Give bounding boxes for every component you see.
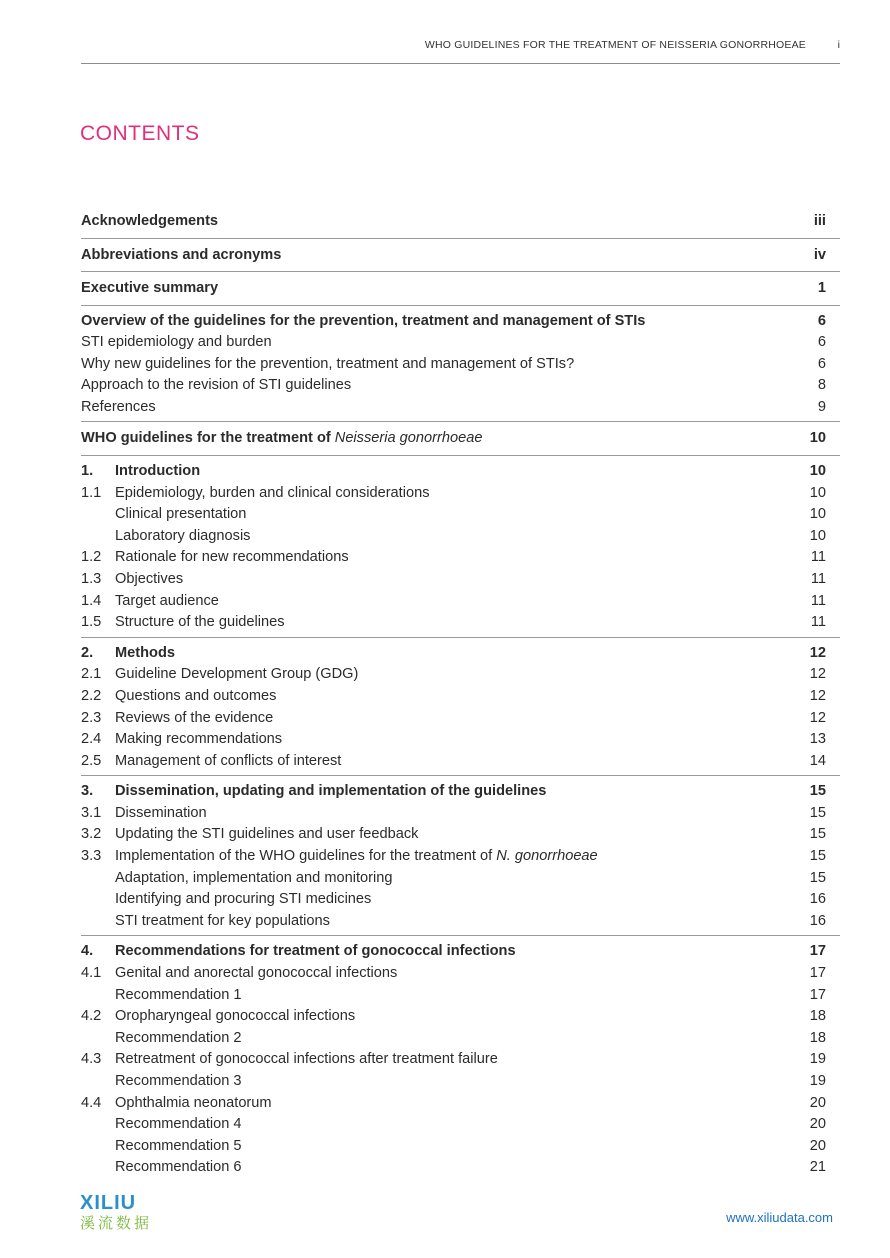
toc-entry-title-text: WHO guidelines for the treatment of bbox=[81, 430, 335, 447]
toc-entry[interactable] bbox=[81, 963, 840, 985]
toc-entry-title: Identifying and procuring STI medicines bbox=[115, 891, 372, 908]
toc-entry-title: Recommendation 1 bbox=[115, 986, 242, 1003]
toc-entry-title: Target audience bbox=[115, 592, 219, 609]
toc-entry[interactable] bbox=[81, 708, 840, 730]
toc-entry[interactable] bbox=[81, 889, 840, 911]
toc-entry-number: 4. bbox=[81, 943, 94, 960]
toc-section-1 bbox=[81, 455, 840, 637]
toc-entry-page: 20 bbox=[809, 1137, 826, 1154]
toc-entry-title: Recommendation 6 bbox=[115, 1159, 242, 1176]
toc-entry-title: References bbox=[81, 398, 156, 415]
toc-entry-page: 10 bbox=[809, 506, 826, 523]
toc-entry-title-text: Implementation of the WHO guidelines for the treatment of bbox=[115, 848, 497, 865]
toc-entry[interactable] bbox=[81, 1006, 840, 1028]
toc-entry-page: 17 bbox=[809, 943, 826, 960]
toc-entry[interactable] bbox=[81, 1071, 840, 1093]
toc-entry-number: 3.1 bbox=[81, 804, 102, 821]
footer-url-link[interactable]: www.xiliudata.com bbox=[726, 1210, 833, 1225]
toc-entry-page: 20 bbox=[809, 1116, 826, 1133]
toc-entry-number: 2.4 bbox=[81, 731, 102, 748]
toc-entry-title: STI epidemiology and burden bbox=[81, 334, 272, 351]
toc-entry-title-italic: N. gonorrhoeae bbox=[496, 848, 598, 865]
toc-section-acknowledgements bbox=[81, 205, 840, 238]
toc-entry-number: 1.4 bbox=[81, 592, 102, 609]
toc-entry-page: 12 bbox=[809, 687, 826, 704]
logo-chinese-text: 溪流数据 bbox=[80, 1215, 153, 1232]
toc-entry-title: Laboratory diagnosis bbox=[115, 527, 251, 544]
toc-entry[interactable] bbox=[81, 1157, 840, 1179]
toc-entry[interactable] bbox=[81, 1179, 840, 1201]
toc-entry-title: Methods bbox=[115, 644, 175, 661]
toc-entry-page: 18 bbox=[809, 1029, 826, 1046]
toc-entry-page: 11 bbox=[810, 570, 826, 587]
toc-entry[interactable] bbox=[81, 941, 840, 963]
toc-entry-number: 1.3 bbox=[81, 570, 102, 587]
toc-entry-number: 3.3 bbox=[81, 848, 102, 865]
toc-entry[interactable] bbox=[81, 569, 840, 591]
toc-entry[interactable] bbox=[81, 803, 840, 825]
toc-entry-page: 12 bbox=[809, 644, 826, 661]
toc-entry-page: 8 bbox=[817, 377, 826, 394]
toc-entry-number: 2.3 bbox=[81, 709, 102, 726]
toc-entry-number: 4.2 bbox=[81, 1008, 102, 1025]
toc-entry-title: Oropharyngeal gonococcal infections bbox=[115, 1008, 356, 1025]
toc-section-3 bbox=[81, 775, 840, 935]
toc-entry-title: Ophthalmia neonatorum bbox=[115, 1094, 272, 1111]
toc-entry-title: Making recommendations bbox=[115, 731, 283, 748]
toc-entry[interactable] bbox=[81, 547, 840, 569]
toc-entry[interactable] bbox=[81, 664, 840, 686]
toc-entry-title: Executive summary bbox=[81, 280, 219, 296]
toc-entry-page: 10 bbox=[809, 527, 826, 544]
toc-entry-title: Questions and outcomes bbox=[115, 687, 277, 704]
toc-entry-number: 2.1 bbox=[81, 666, 102, 683]
running-header bbox=[81, 39, 840, 64]
toc-entry[interactable] bbox=[81, 504, 840, 526]
toc-entry[interactable] bbox=[81, 461, 840, 483]
toc-entry-page: 19 bbox=[809, 1073, 826, 1089]
toc-entry[interactable] bbox=[81, 846, 840, 868]
toc-entry-page: 19 bbox=[809, 1051, 826, 1068]
toc-entry-number: 3.2 bbox=[81, 826, 102, 843]
watermark-logo bbox=[80, 1192, 162, 1232]
toc-entry-title: Abbreviations and acronyms bbox=[81, 246, 282, 263]
toc-entry-number: 1.1 bbox=[81, 484, 102, 501]
toc-entry-number: 4.3 bbox=[81, 1051, 102, 1068]
toc-entry-page: 15 bbox=[809, 869, 826, 886]
toc-entry[interactable] bbox=[81, 397, 840, 419]
toc-entry[interactable] bbox=[81, 1028, 840, 1050]
toc-entry-title: Genital and anorectal gonococcal infections bbox=[115, 965, 398, 982]
toc-entry-title: Recommendation 3 bbox=[115, 1073, 242, 1089]
toc-entry-title: Recommendations for treatment of gonococcal infections bbox=[115, 943, 516, 960]
logo-latin-text: XILIU bbox=[80, 1192, 137, 1214]
toc-entry[interactable] bbox=[81, 985, 840, 1007]
running-header-title: WHO GUIDELINES FOR THE TREATMENT OF NEISSERIA GONORRHOEAE bbox=[424, 39, 806, 51]
toc-entry-page: 14 bbox=[809, 752, 826, 769]
toc-entry-title: Objectives bbox=[115, 570, 184, 587]
toc-entry-title bbox=[81, 428, 780, 449]
toc-entry-number: 2.5 bbox=[81, 752, 102, 769]
toc-entry-title: Approach to the revision of STI guidelines bbox=[81, 377, 352, 394]
toc-section-4 bbox=[81, 935, 840, 1203]
toc-entry-title: Rationale for new recommendations bbox=[115, 549, 349, 566]
toc-entry[interactable] bbox=[81, 686, 840, 708]
toc-entry-title: Retreatment of gonococcal infections after treatment failure bbox=[115, 1051, 498, 1068]
toc-entry-page: 15 bbox=[809, 783, 826, 800]
toc-entry-page: 17 bbox=[809, 986, 826, 1003]
toc-entry-page: 12 bbox=[809, 709, 826, 726]
toc-entry[interactable] bbox=[81, 824, 840, 846]
toc-entry-number: 4.4 bbox=[81, 1094, 102, 1111]
toc-entry[interactable] bbox=[81, 332, 840, 354]
toc-entry-title: Dissemination bbox=[115, 804, 207, 821]
toc-entry-title: Overview of the guidelines for the prevention, treatment and management of STIs bbox=[81, 312, 646, 329]
toc-entry-number: 4.1 bbox=[81, 965, 102, 982]
toc-entry-page: 15 bbox=[809, 826, 826, 843]
toc-entry-page: 17 bbox=[809, 965, 826, 982]
toc-entry[interactable] bbox=[81, 643, 840, 665]
toc-entry-number: 1. bbox=[81, 462, 94, 479]
toc-entry[interactable] bbox=[81, 311, 840, 333]
toc-entry-page: 12 bbox=[809, 666, 826, 683]
toc-entry-title: Recommendation 5 bbox=[115, 1137, 242, 1154]
toc-entry[interactable] bbox=[81, 428, 840, 449]
toc-entry-page: 10 bbox=[809, 484, 826, 501]
toc-entry[interactable] bbox=[81, 483, 840, 505]
toc-entry-number: 1.5 bbox=[81, 614, 102, 631]
toc-entry[interactable] bbox=[81, 868, 840, 890]
toc-entry-title: Recommendation 4 bbox=[115, 1116, 242, 1133]
toc-entry[interactable] bbox=[81, 612, 840, 634]
toc-entry-page: 20 bbox=[809, 1094, 826, 1111]
toc-entry-title: STI treatment for key populations bbox=[115, 912, 330, 929]
running-header-page-number: i bbox=[837, 39, 840, 51]
toc-entry-number: 3. bbox=[81, 783, 94, 800]
toc-entry-title: Management of conflicts of interest bbox=[115, 752, 342, 769]
toc-entry[interactable] bbox=[81, 1136, 840, 1158]
toc-entry-title: Reviews of the evidence bbox=[115, 709, 274, 726]
toc-entry-title: Clinical presentation bbox=[115, 506, 247, 523]
toc-entry-title: Epidemiology, burden and clinical considerations bbox=[115, 484, 430, 501]
toc-entry-page: 15 bbox=[809, 804, 826, 821]
toc-entry-page: iv bbox=[813, 246, 826, 263]
toc-entry-title: Adaptation, implementation and monitoring bbox=[115, 869, 393, 886]
toc-entry-page: iii bbox=[813, 213, 826, 229]
toc-entry[interactable] bbox=[81, 245, 840, 266]
toc-entry-page: 16 bbox=[809, 912, 826, 929]
toc-entry[interactable] bbox=[81, 911, 840, 933]
contents-heading: CONTENTS bbox=[80, 122, 200, 145]
toc-entry[interactable] bbox=[81, 1114, 840, 1136]
toc-entry[interactable] bbox=[81, 751, 840, 773]
toc-entry-page: 11 bbox=[810, 592, 826, 609]
toc-entry[interactable] bbox=[81, 354, 840, 376]
toc-entry-number: 2.2 bbox=[81, 687, 102, 704]
toc-section-overview bbox=[81, 305, 840, 422]
toc-entry-title: Guideline Development Group (GDG) bbox=[115, 666, 359, 683]
toc-entry-title: Why new guidelines for the prevention, treatment and management of STIs? bbox=[81, 355, 575, 372]
toc-entry-page: 10 bbox=[809, 430, 826, 447]
toc-entry-page: 1 bbox=[817, 280, 826, 296]
toc-entry[interactable] bbox=[81, 278, 840, 299]
toc-entry[interactable] bbox=[81, 211, 840, 232]
toc-entry-page: 10 bbox=[809, 462, 826, 479]
toc-section-who-guidelines bbox=[81, 421, 840, 455]
toc-entry-page: 6 bbox=[817, 355, 826, 372]
toc-entry-page: 13 bbox=[809, 731, 826, 748]
toc-entry-title: Updating the STI guidelines and user feedback bbox=[115, 826, 419, 843]
toc-entry-title: Recommendation 2 bbox=[115, 1029, 242, 1046]
toc-entry[interactable] bbox=[81, 526, 840, 548]
toc-entry-page: 18 bbox=[809, 1008, 826, 1025]
toc-entry-title: Dissemination, updating and implementation of the guidelines bbox=[115, 783, 547, 800]
toc-entry[interactable] bbox=[81, 781, 840, 803]
toc-entry-title: Structure of the guidelines bbox=[115, 614, 285, 631]
toc-entry-page: 6 bbox=[817, 312, 826, 329]
toc-entry-page: 6 bbox=[817, 334, 826, 351]
toc-entry[interactable] bbox=[81, 591, 840, 613]
toc-entry[interactable] bbox=[81, 1049, 840, 1071]
toc-entry-page: 9 bbox=[817, 398, 826, 415]
toc-section-executive-summary bbox=[81, 271, 840, 305]
toc-entry[interactable] bbox=[81, 375, 840, 397]
table-of-contents bbox=[81, 205, 840, 1204]
toc-entry[interactable] bbox=[81, 1093, 840, 1115]
toc-entry-page: 16 bbox=[809, 891, 826, 908]
toc-entry-title bbox=[115, 846, 780, 868]
toc-entry-title: Acknowledgements bbox=[81, 213, 219, 229]
toc-entry-page: 21 bbox=[809, 1159, 826, 1176]
toc-entry-title: Introduction bbox=[115, 462, 201, 479]
toc-section-abbreviations bbox=[81, 238, 840, 272]
toc-entry-page: 15 bbox=[809, 848, 826, 865]
toc-entry-number: 2. bbox=[81, 644, 94, 661]
toc-section-2 bbox=[81, 637, 840, 776]
toc-entry-page: 11 bbox=[810, 614, 826, 631]
toc-entry[interactable] bbox=[81, 729, 840, 751]
toc-entry-title-italic: Neisseria gonorrhoeae bbox=[334, 430, 483, 447]
toc-entry-number: 1.2 bbox=[81, 549, 102, 566]
toc-entry-page: 11 bbox=[810, 549, 826, 566]
